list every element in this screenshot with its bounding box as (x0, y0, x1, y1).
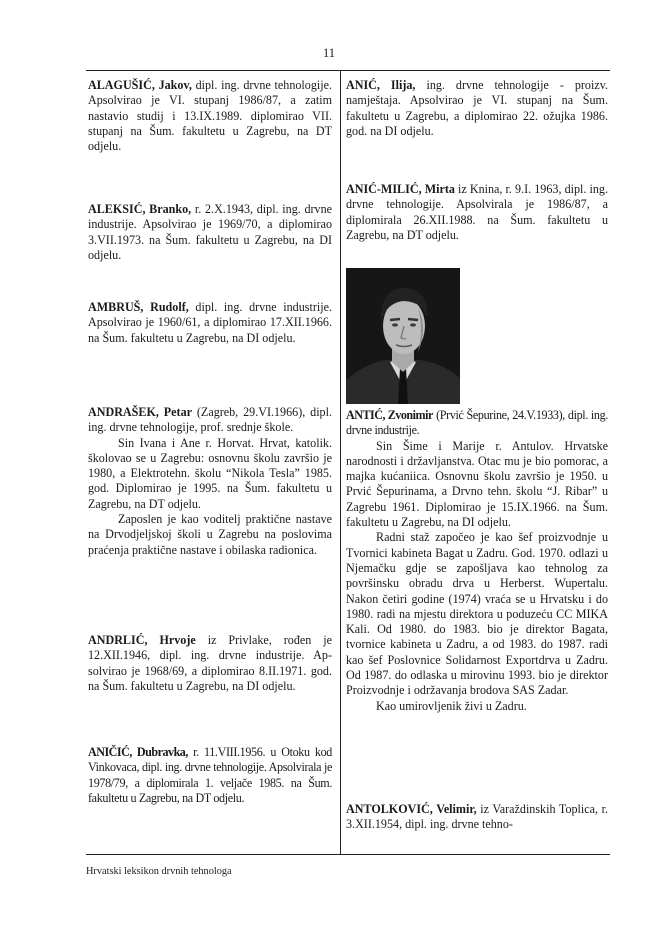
entry-text: (Prvić Šepurine, 24.V.1933), dipl. ing. drvne industrije. (346, 408, 608, 438)
entry-text: r. 11.VIII.1956. u Otoku kod Vinkovaca, dipl. ing. drvne tehnologije. Apsolvirala je 1978/79, a diplomirala 1. veljače 1985. na Šum. fakultetu u Zagrebu, na DT odjelu. (88, 745, 332, 805)
entry-headword: ALEKSIĆ, Branko, (88, 202, 192, 216)
bottom-rule (86, 854, 610, 855)
entry-text: dipl. ing. drvne tehnologije. Apsolvirao je VI. stupanj 1986/87, a zatim nastavio studij i 13.IX.1989. diplomirao VII. stupanj na Šum. fakultetu u Zagrebu, na DT odjelu. (88, 78, 332, 154)
footer-title: Hrvatski leksikon drvnih tehnologa (86, 866, 232, 877)
entry-text: iz Knina, r. 9.I. 1963, dipl. ing. drvne tehnologije. Apsolvirala je 1986/87, a diplomirala 26.XII.1988. na Šum. fakultetu u Zagrebu, na DT odjelu. (346, 182, 609, 242)
entry-headword: ANIĆ-MILIĆ, Mirta (346, 182, 455, 196)
entry-text: dipl. ing. drvne industrije. Apsolvirao je 1960/61, a diplomirao 17.XII.1966. na Šum. fakultetu u Zagrebu, na DI odjelu. (88, 300, 332, 345)
entry-ambrus (88, 300, 332, 346)
entry-headword: ANIĆ, Ilija, (346, 78, 416, 92)
entry-andrasek (88, 405, 332, 558)
entry-aleksic (88, 202, 332, 263)
entry-text: iz Privlake, rođen je 12.XII.1946, dipl. ing. drvne industrije. Apsolvirao je 1968/69, a diplomirao 8.II.1971. god. na Šum. fakultetu u Zagrebu, na DI odjelu. (88, 633, 332, 693)
entry-antic (346, 408, 608, 714)
entry-paragraph: Radni staž započeo je kao šef proizvodnje u Tvornici kabineta Bagat u Zadru. God. 1970. odlazi u Njemačku gdje se zapošljava kao tehnolog za površinsku obradu drva u Herberst. Wupertalu. Nakon četiri godine (1974) vraća se u Hrvatsku i do 1980. radi na mjestu direktora u poduzeću CC MIKA Kali. Od 1980. do 1983. bio je direktor Bagata, tvornice kabineta u Zadru, a od 1983. do 1987. radi kao šef Poslovnice Solidarnost Exportdrva u Zadru. Od 1987. do odlaska u mirovinu 1993. bio je direktor Proizvodnje i održavanja brodova SAS Zadar. (346, 530, 608, 698)
entry-text: r. 2.X.1943, dipl. ing. drvne industrije. Apsolvirao je 1969/70, a diplomirao 3.VII.1973. na Šum. fakultetu u Zagrebu, na DI odjelu. (88, 202, 333, 262)
entry-paragraph: Sin Šime i Marije r. Antulov. Hrvatske narodnosti i državljanstva. Otac mu je bio pomorac, a majka kućaniica. Osnovnu školu završio je 1950. u Prvić Šepurinama, a Drvno tehn. školu “J. Ribar” u Zagrebu 1961. Diplomirao je 15.IX.1966. na Šum. fakultetu u Zagrebu, na DI odjelu. (346, 438, 608, 530)
entry-text: iz Varaždinskih Toplica, r. 3.XII.1954, dipl. ing. drvne tehno- (346, 802, 609, 832)
entry-headword: ANTIĆ, Zvonimir (346, 408, 433, 422)
entry-headword: ANIČIĆ, Dubravka, (88, 745, 188, 759)
page-number: 11 (322, 46, 336, 60)
entry-headword: ANDRLIĆ, Hrvoje (88, 633, 196, 647)
entry-alagusic (88, 78, 332, 154)
entry-paragraph: Zaposlen je kao voditelj praktične nastave na Drvodjeljskoj školi u Zagrebu na poslovima praćenja praktične nastave i obilaska radionica. (88, 512, 332, 557)
entry-anic (346, 78, 608, 139)
entry-headword: ALAGUŠIĆ, Jakov, (88, 78, 192, 92)
entry-paragraph: Kao umirovljenik živi u Zadru. (376, 698, 527, 713)
entry-text: ing. drvne tehnologije - proizv. namještaja. Apsolvirao je VI. stupanj na Šum. fakultetu u Zagrebu, a diplomirao 22. ožujka 1986. god. na DI odjelu. (346, 78, 608, 138)
entry-headword: AMBRUŠ, Rudolf, (88, 300, 189, 314)
entry-antolkovic (346, 802, 608, 833)
entry-paragraph: Sin Ivana i Ane r. Horvat. Hrvat, katolik. školovao se u Zagrebu: osnovnu školu završio je 1980, a Elektrotehn. školu “Nikola Tesla” 1985. god. Diplomirao je 1995. na Šum. fakultetu u Zagrebu, na DT odjelu. (88, 435, 332, 511)
entry-headword: ANTOLKOVIĆ, Velimir, (346, 802, 477, 816)
entry-anicic (88, 745, 332, 806)
entry-headword: ANDRAŠEK, Petar (88, 405, 192, 419)
entry-andrlic (88, 633, 332, 694)
entry-anic-milic (346, 182, 608, 243)
column-divider (340, 70, 341, 854)
portrait-photo (346, 268, 460, 404)
top-rule (86, 70, 610, 71)
entry-text: (Zagreb, 29.VI.1966), dipl. ing. drvne tehnologije, prof. srednje škole. (88, 405, 332, 435)
